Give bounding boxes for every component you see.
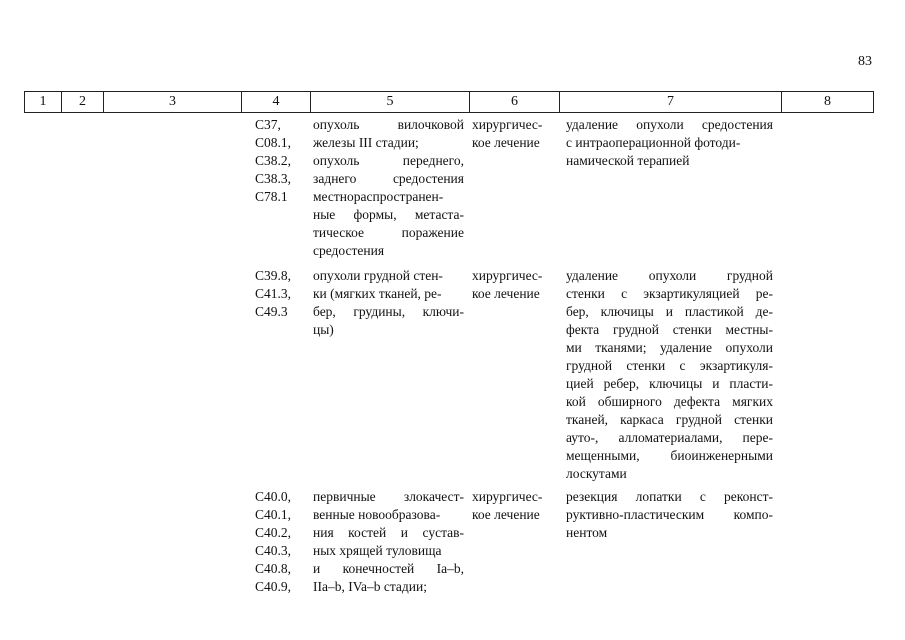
page-number: 83 <box>858 54 872 69</box>
method-line: нентом <box>566 525 608 540</box>
row3-codes <box>255 488 307 596</box>
method-line: ауто-, алломатериалами, пере- <box>566 430 773 445</box>
code: C49.3 <box>255 304 288 319</box>
row2-treatment <box>472 267 558 303</box>
row3-method <box>566 488 773 542</box>
condition-line: средостения <box>313 243 385 258</box>
row1-method <box>566 116 773 170</box>
condition-line: ные формы, метаста- <box>313 207 464 222</box>
col-header-3: 3 <box>169 94 176 109</box>
row3-treatment <box>472 488 558 524</box>
method-line: руктивно-пластическим компо- <box>566 507 773 522</box>
condition-line: IIa–b, IVa–b стадии; <box>313 579 427 594</box>
code: C78.1 <box>255 189 288 204</box>
code: C41.3, <box>255 286 292 301</box>
method-line: тканей, каркаса грудной стенки <box>566 412 773 427</box>
code: C40.9, <box>255 579 292 594</box>
treatment-line: кое лечение <box>472 507 540 522</box>
code: C37, <box>255 117 281 132</box>
row1-treatment <box>472 116 558 152</box>
treatment-line: хирургичес- <box>472 117 543 132</box>
code: C39.8, <box>255 268 292 283</box>
treatment-line: хирургичес- <box>472 268 543 283</box>
row3-condition <box>313 488 464 596</box>
row2-condition <box>313 267 464 339</box>
method-line: мещенными, биоинженерными <box>566 448 773 463</box>
condition-line: и конечностей Ia–b, <box>313 561 464 576</box>
col-header-5: 5 <box>386 94 394 109</box>
code: C40.1, <box>255 507 292 522</box>
condition-line: цы) <box>313 322 334 337</box>
method-line: цией ребер, ключицы и пласти- <box>566 376 773 391</box>
condition-line: тическое поражение <box>313 225 464 240</box>
condition-line: опухоли грудной стен- <box>313 268 443 283</box>
code: C40.8, <box>255 561 292 576</box>
row1-condition <box>313 116 464 260</box>
col-header-4: 4 <box>272 94 280 109</box>
col-header-7: 7 <box>667 94 674 109</box>
method-line: бер, ключицы и пластикой де- <box>566 304 773 319</box>
treatment-line: хирургичес- <box>472 489 543 504</box>
condition-line: железы III стадии; <box>313 135 419 150</box>
code: C38.2, <box>255 153 292 168</box>
code: C08.1, <box>255 135 292 150</box>
col-header-8: 8 <box>824 94 831 109</box>
method-line: стенки с экзартикуляцией ре- <box>566 286 773 301</box>
row1-codes <box>255 116 307 206</box>
condition-line: опухоль переднего, <box>313 153 464 168</box>
treatment-line: кое лечение <box>472 135 540 150</box>
method-line: ми тканями; удаление опухоли <box>566 340 773 355</box>
method-line: грудной стенки с экзартикуля- <box>566 358 773 373</box>
condition-line: бер, грудины, ключи- <box>313 304 464 319</box>
method-line: кой обширного дефекта мягких <box>566 394 773 409</box>
method-line: удаление опухоли грудной <box>566 268 773 283</box>
treatment-line: кое лечение <box>472 286 540 301</box>
code: C38.3, <box>255 171 292 186</box>
condition-line: местнораспространен- <box>313 189 444 204</box>
code: C40.2, <box>255 525 292 540</box>
method-line: удаление опухоли средостения <box>566 117 773 132</box>
condition-line: опухоль вилочковой <box>313 117 464 132</box>
condition-line: ных хрящей туловища <box>313 543 442 558</box>
condition-line: венные новообразова- <box>313 507 441 522</box>
method-line: с интраоперационной фотоди- <box>566 135 741 150</box>
condition-line: заднего средостения <box>313 171 464 186</box>
code: C40.3, <box>255 543 292 558</box>
col-header-2: 2 <box>79 94 86 109</box>
method-line: фекта грудной стенки местны- <box>566 322 773 337</box>
method-line: резекция лопатки с реконст- <box>566 489 773 504</box>
condition-line: ки (мягких тканей, ре- <box>313 286 442 301</box>
method-line: лоскутами <box>566 466 627 481</box>
condition-line: первичные злокачест- <box>313 489 464 504</box>
table-header <box>24 91 874 113</box>
row2-method <box>566 267 773 483</box>
row2-codes <box>255 267 307 321</box>
method-line: намической терапией <box>566 153 690 168</box>
col-header-6: 6 <box>511 94 518 109</box>
code: C40.0, <box>255 489 292 504</box>
col-header-1: 1 <box>39 94 47 109</box>
condition-line: ния костей и сустав- <box>313 525 464 540</box>
